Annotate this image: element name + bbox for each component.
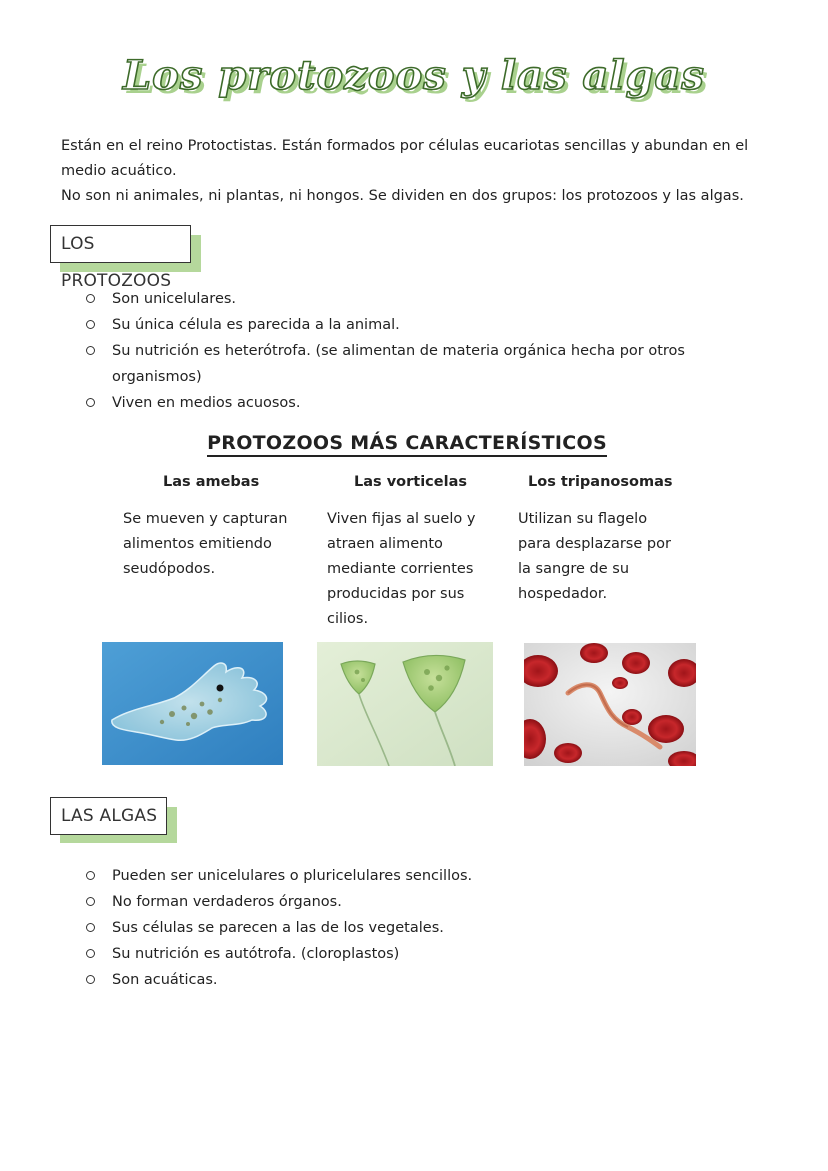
- list-item: Sus células se parecen a las de los vegetales.: [84, 915, 724, 941]
- column-title-tripanosomas: Los tripanosomas: [528, 474, 673, 490]
- column-text-tripanosomas: Utilizan su flagelo para desplazarse por la sangre de su hospedador.: [518, 511, 671, 602]
- algas-list: [84, 863, 724, 993]
- amoeba-image: [102, 642, 283, 765]
- bullet-circle-icon: [86, 923, 95, 932]
- trypanosoma-image: [524, 643, 696, 766]
- protozoos-heading-box: [50, 225, 210, 291]
- list-item: No forman verdaderos órganos.: [84, 889, 724, 915]
- bullet-circle-icon: [86, 975, 95, 984]
- list-item: Son acuáticas.: [84, 967, 724, 993]
- bullet-circle-icon: [86, 346, 95, 355]
- list-item: Su nutrición es heterótrofa. (se alimentan de materia orgánica hecha por otros organismos): [84, 338, 724, 390]
- list-item: Su nutrición es autótrofa. (cloroplastos): [84, 941, 724, 967]
- algas-heading-box: [50, 797, 190, 857]
- column-text-amebas: Se mueven y capturan alimentos emitiendo seudópodos.: [123, 511, 288, 577]
- intro-line-1: Están en el reino Protoctistas. Están formados por células eucariotas sencillas y abundan en el medio acuático.: [61, 138, 749, 179]
- intro-paragraph: [61, 134, 761, 209]
- intro-line-2: No son ni animales, ni plantas, ni hongos. Se dividen en dos grupos: los protozoos y las algas.: [61, 188, 744, 204]
- column-text-vorticelas: Viven fijas al suelo y atraen alimento mediante corrientes producidas por sus cilios.: [327, 511, 476, 627]
- amoeba-illustration: [102, 642, 283, 765]
- protozoos-heading: LOS PROTOZOOS: [50, 225, 191, 263]
- list-item: Pueden ser unicelulares o pluricelulares sencillos.: [84, 863, 724, 889]
- list-item: Viven en medios acuosos.: [84, 390, 724, 416]
- bullet-circle-icon: [86, 398, 95, 407]
- bullet-circle-icon: [86, 294, 95, 303]
- page-title: Los protozoos y las algas: [123, 52, 705, 99]
- algas-heading: LAS ALGAS: [50, 797, 167, 835]
- list-item: Su única célula es parecida a la animal.: [84, 312, 724, 338]
- bullet-circle-icon: [86, 320, 95, 329]
- vorticella-image: [317, 642, 493, 766]
- characteristic-protozoa-heading: PROTOZOOS MÁS CARACTERÍSTICOS: [0, 432, 814, 454]
- list-item: Son unicelulares.: [84, 286, 724, 312]
- column-title-vorticelas: Las vorticelas: [354, 474, 467, 490]
- column-title-amebas: Las amebas: [163, 474, 260, 490]
- vorticella-illustration: [317, 642, 493, 766]
- bullet-circle-icon: [86, 897, 95, 906]
- bullet-circle-icon: [86, 949, 95, 958]
- trypanosoma-illustration: [524, 643, 696, 766]
- protozoos-list: [84, 286, 724, 416]
- bullet-circle-icon: [86, 871, 95, 880]
